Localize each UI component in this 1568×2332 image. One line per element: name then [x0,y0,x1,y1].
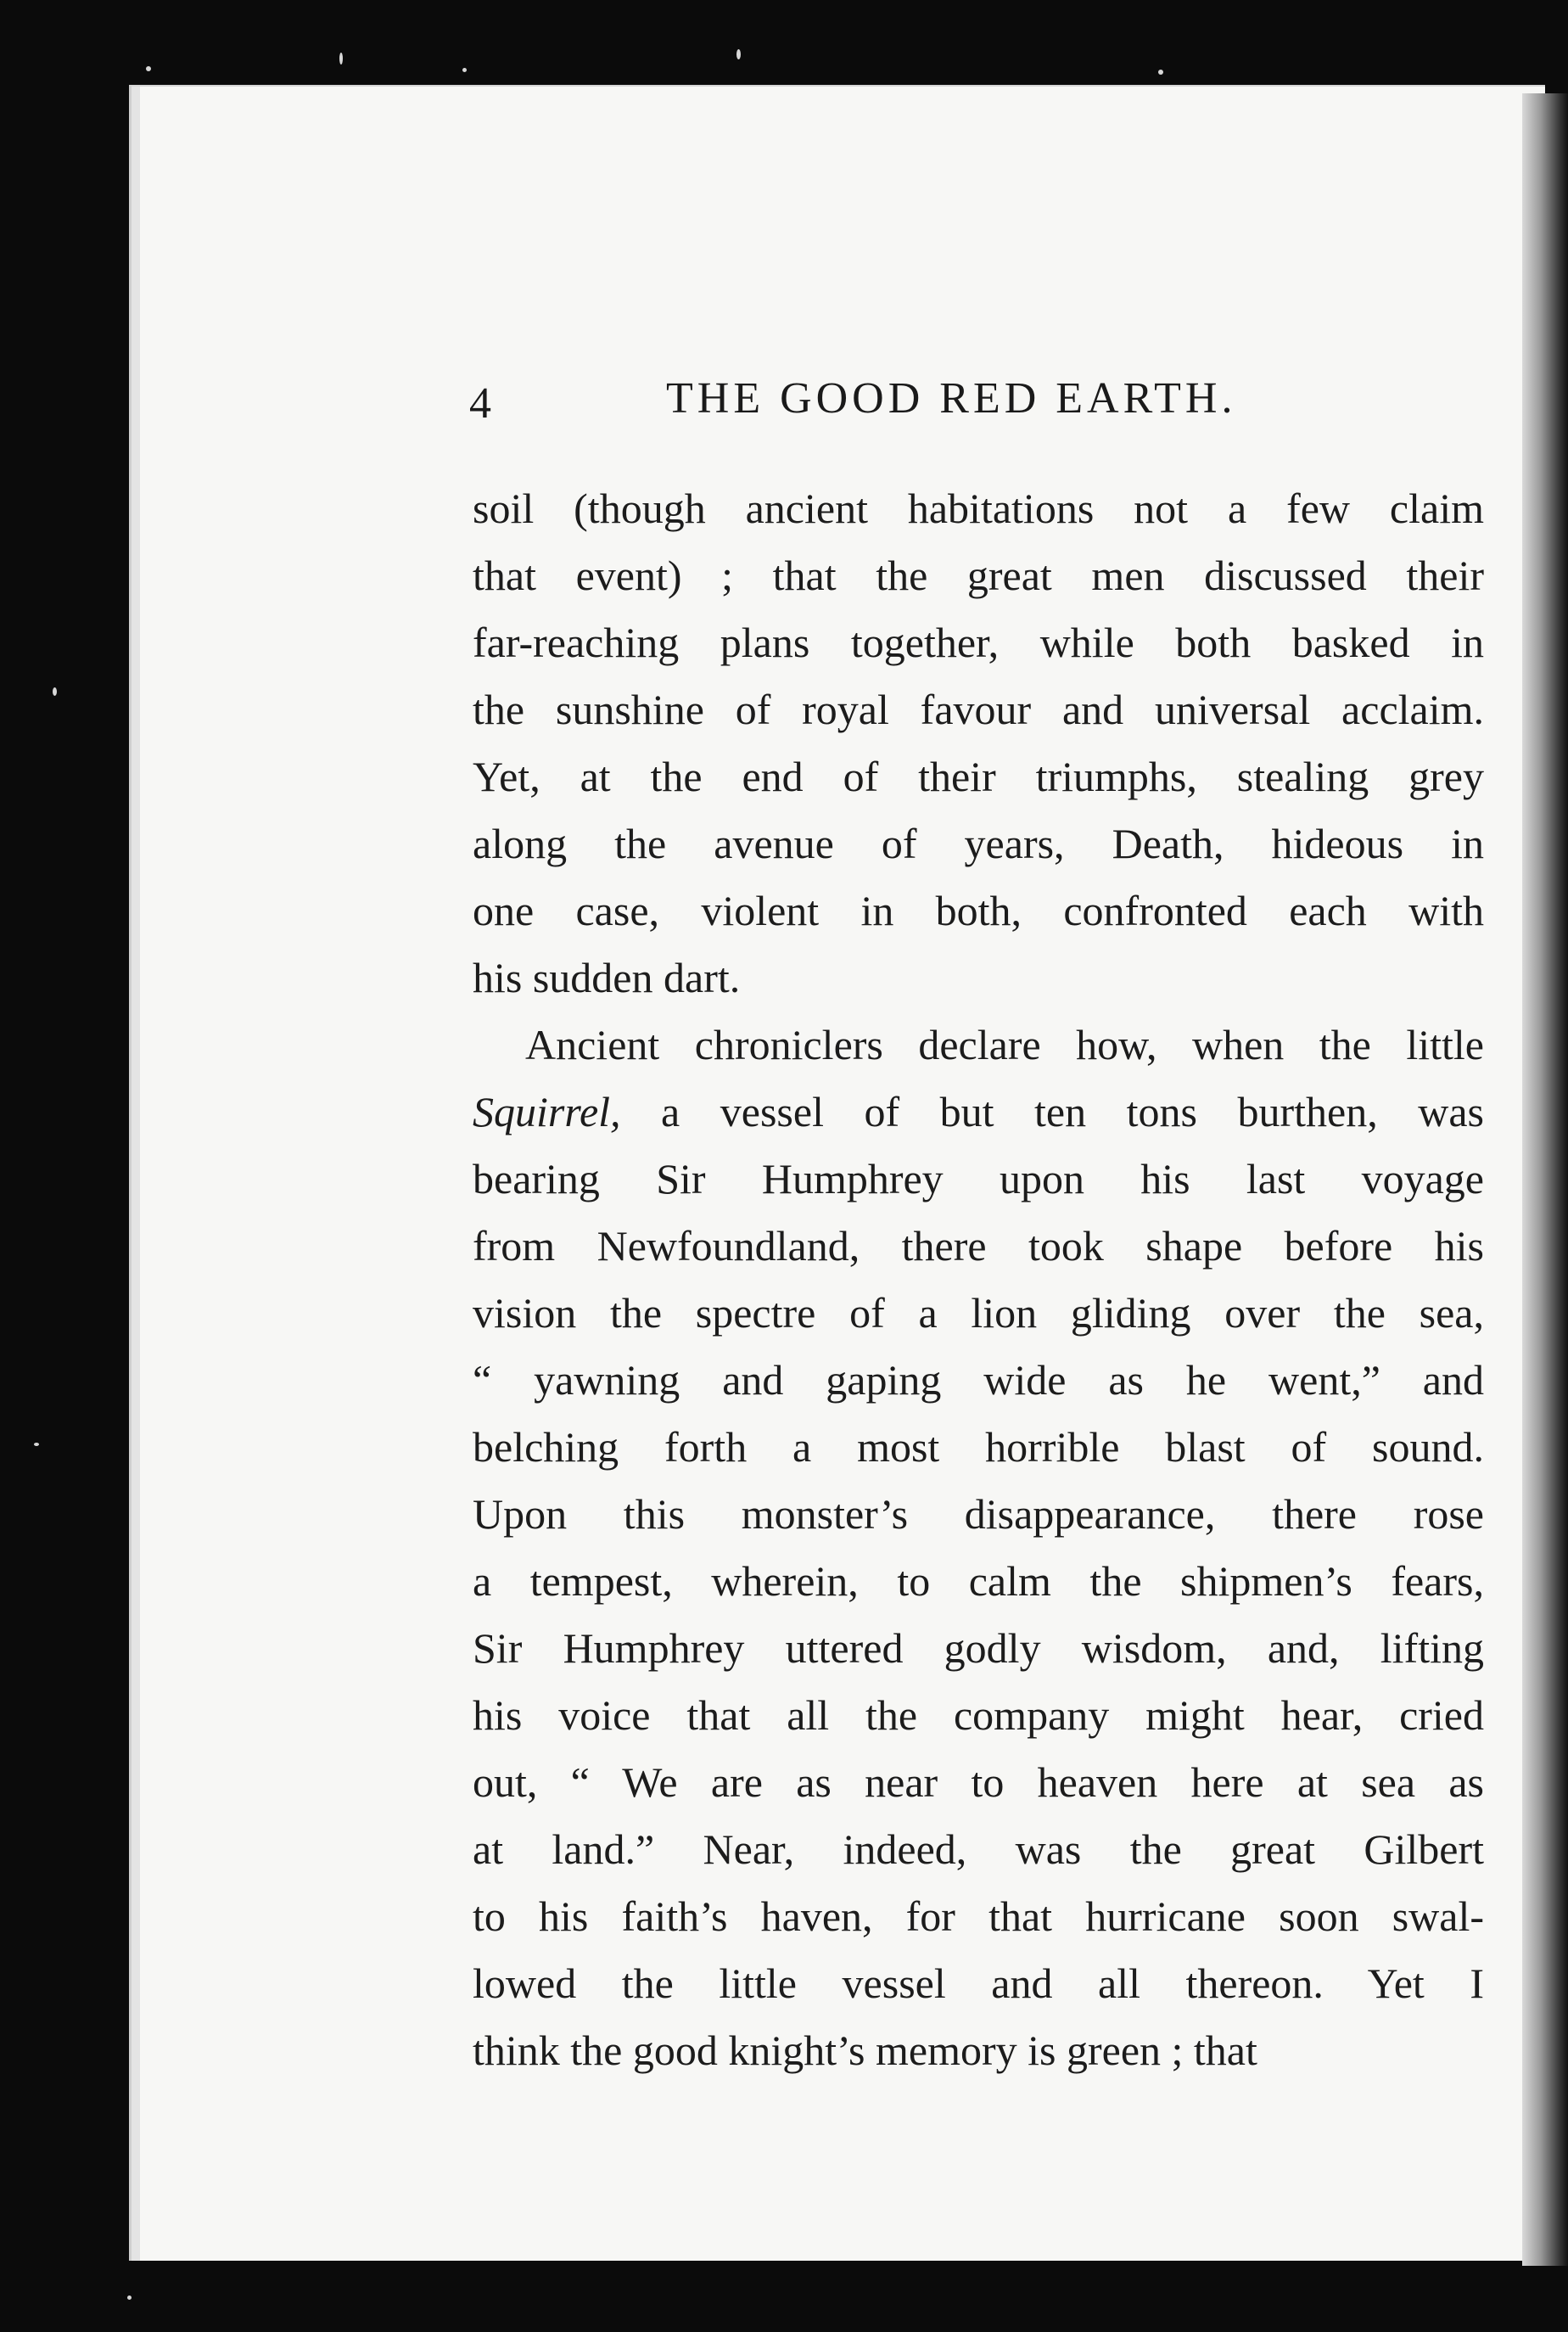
text-line [473,1883,1484,1950]
book-page [129,85,1545,2261]
text-segment: “ yawning and gaping wide as he went,” and [473,1356,1484,1404]
text-line [473,1347,1484,1414]
scan-speck [146,66,151,71]
text-line [473,1280,1484,1347]
text-segment: at land.” Near, indeed, was the great Gilbert [473,1825,1484,1873]
text-line [473,676,1484,743]
text-line [473,475,1484,542]
text-line [473,2017,1484,2084]
scan-speck [34,1443,39,1446]
scan-gutter-shadow [1522,93,1568,2266]
text-segment: from Newfoundland, there took shape before his [473,1222,1484,1270]
running-title: THE GOOD RED EARTH. [666,374,1237,423]
text-line [473,1146,1484,1213]
text-segment: a tempest, wherein, to calm the shipmen’s fears, [473,1557,1484,1605]
italic-text: Squirrel, [473,1088,621,1135]
text-segment: far-reaching plans together, while both basked in [473,619,1484,666]
text-line [473,1548,1484,1615]
text-line [473,1079,1484,1146]
text-segment: Yet, at the end of their triumphs, stealing grey [473,753,1484,800]
text-segment: that event) ; that the great men discussed their [473,552,1484,599]
text-segment: soil (though ancient habitations not a few claim [473,485,1484,532]
text-line [473,542,1484,609]
scan-speck [339,53,343,64]
text-segment: the sunshine of royal favour and universal acclaim. [473,686,1484,733]
text-segment: vision the spectre of a lion gliding over the sea, [473,1289,1484,1337]
text-line [473,1481,1484,1548]
text-segment: out, “ We are as near to heaven here at sea as [473,1758,1484,1806]
text-line [473,877,1484,945]
text-segment: Upon this monster’s disappearance, there rose [473,1490,1484,1538]
text-segment: think the good knight’s memory is green ; that [473,2026,1257,2074]
text-line [473,1749,1484,1816]
text-segment: a vessel of but ten tons burthen, was [620,1088,1484,1135]
text-line [473,1816,1484,1883]
text-segment: his voice that all the company might hear, cried [473,1691,1484,1739]
scan-speck [736,49,741,59]
text-segment: his sudden dart. [473,954,741,1001]
page-number: 4 [469,379,491,428]
text-segment: lowed the little vessel and all thereon. Yet I [473,1959,1484,2007]
text-segment: Ancient chroniclers declare how, when the little [525,1021,1484,1068]
text-line [473,1213,1484,1280]
scan-speck [1158,70,1163,75]
text-segment: along the avenue of years, Death, hideous in [473,820,1484,867]
text-line [473,1682,1484,1749]
text-segment: belching forth a most horrible blast of sound. [473,1423,1484,1471]
text-line [473,743,1484,810]
text-segment: to his faith’s haven, for that hurricane soon swal- [473,1892,1484,1940]
scan-speck [53,687,57,696]
scan-speck [462,68,467,72]
text-segment: bearing Sir Humphrey upon his last voyage [473,1155,1484,1202]
text-line [473,1012,1484,1079]
text-segment: Sir Humphrey uttered godly wisdom, and, lifting [473,1624,1484,1672]
text-line [473,1414,1484,1481]
text-line [473,1950,1484,2017]
running-head [469,373,1318,450]
text-segment: one case, violent in both, confronted each with [473,887,1484,934]
text-line [473,1615,1484,1682]
text-line [473,810,1484,877]
text-line [473,945,1484,1012]
scan-speck [127,2296,132,2300]
text-line [473,609,1484,676]
body-text [473,475,1484,2084]
